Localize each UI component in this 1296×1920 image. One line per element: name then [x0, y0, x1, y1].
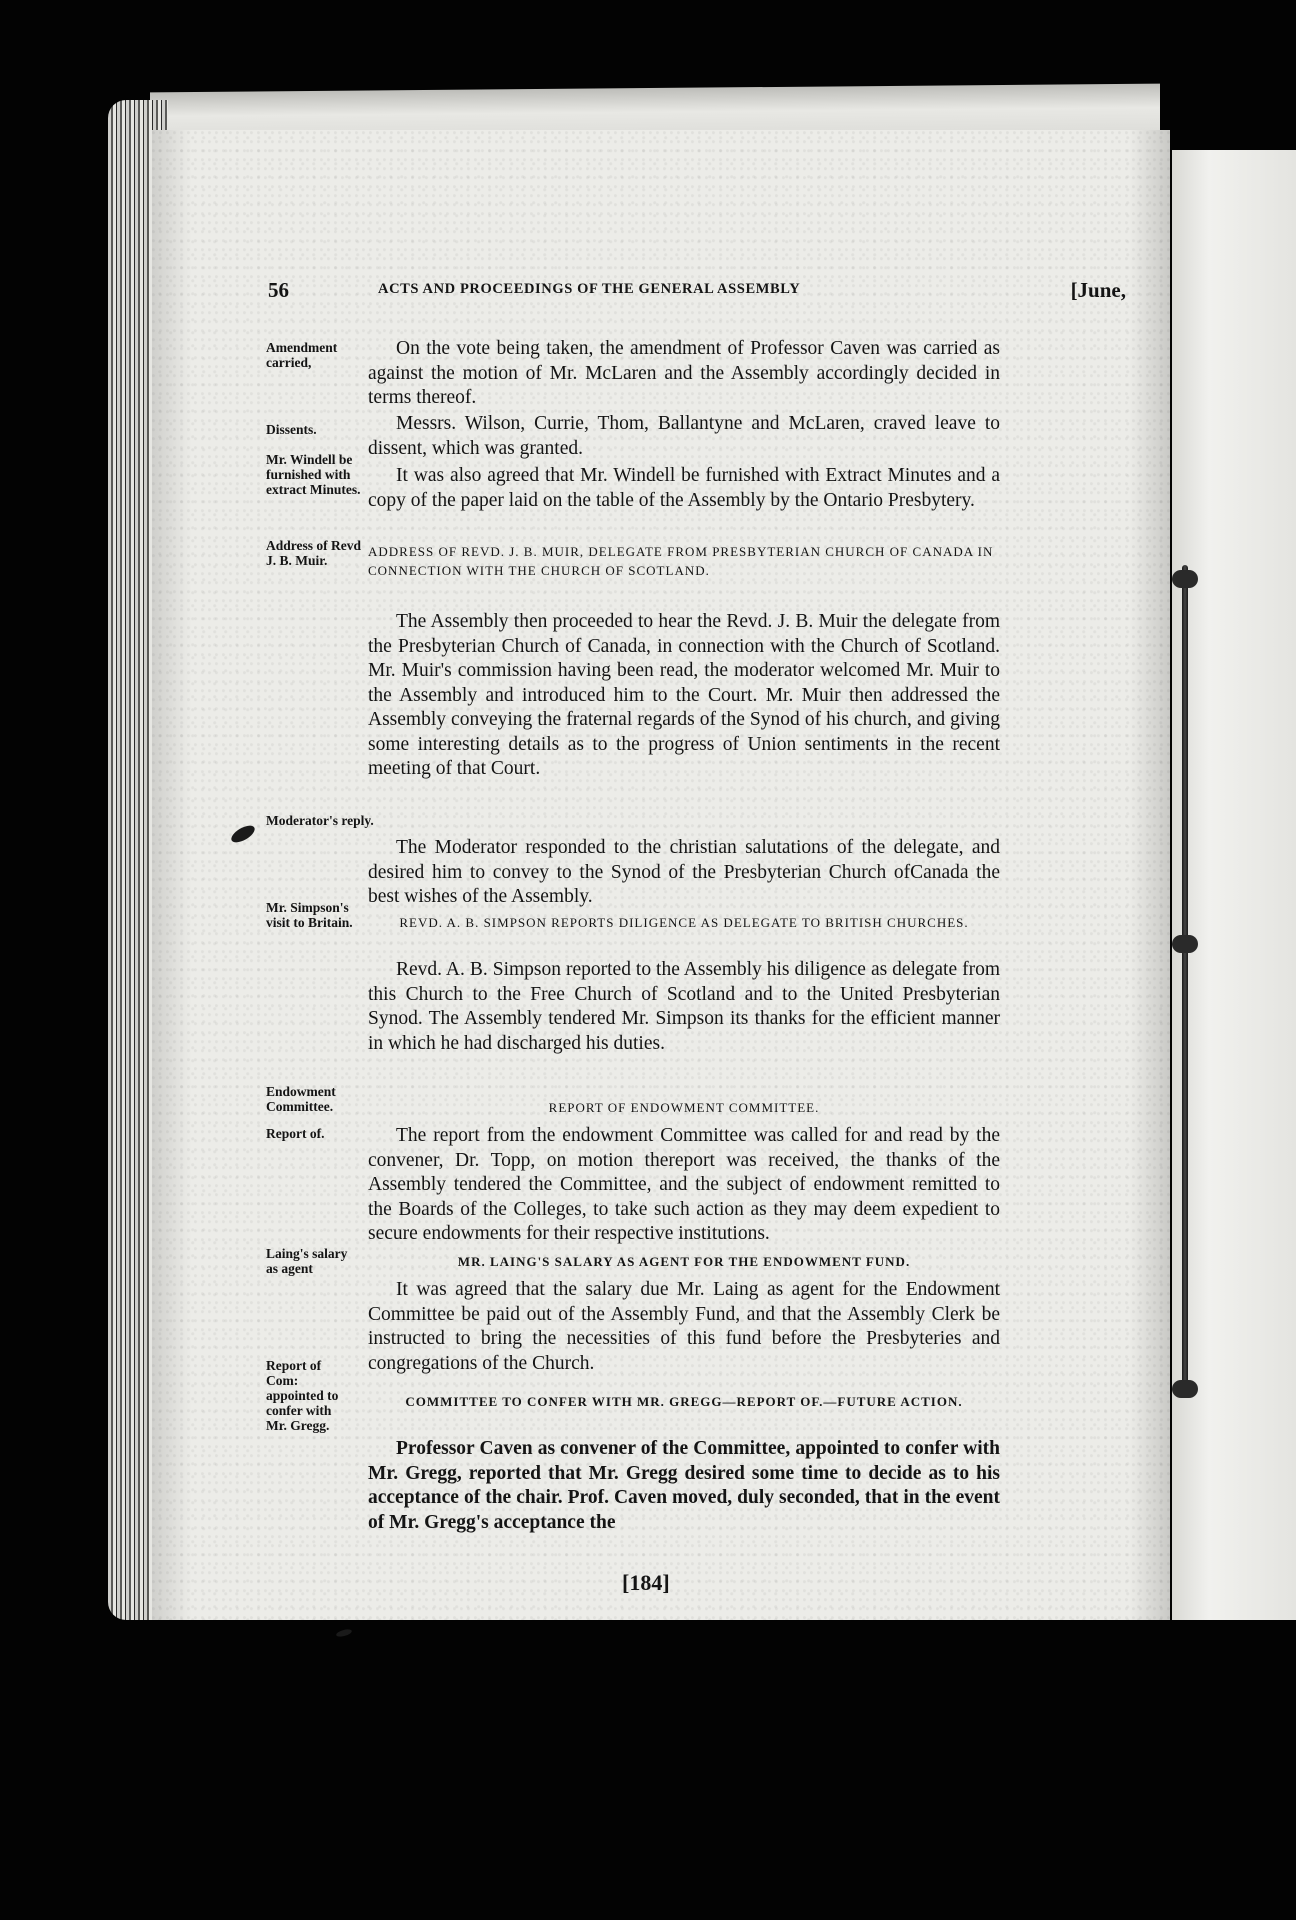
- margin-note-amendment: Amendment carried,: [266, 340, 338, 370]
- page-number: 56: [268, 278, 289, 302]
- paragraph-gregg: Professor Caven as convener of the Committee, appointed to confer with Mr. Gregg, reported that Mr. Gregg desired some time to decide as to his acceptance of the chair. Prof. Caven moved, duly seconded, that in the event of Mr. Gregg's acceptance the: [368, 1438, 1000, 1533]
- paragraph-endowment: The report from the endowment Committee was called for and read by the convener, Dr. Topp, on motion thereport was received, the thanks of the Assembly tendered the Committee, and the subject of endowment remitted to the Boards of the Colleges, to take such action as they may deem expedient to secure endowments for their respective institutions.: [368, 1125, 1000, 1244]
- paragraph-dissents: Messrs. Wilson, Currie, Thom, Ballantyne and McLaren, craved leave to dissent, which was granted.: [368, 413, 1000, 459]
- margin-note-dissents: Dissents.: [266, 422, 317, 437]
- margin-note-address: Address of Revd J. B. Muir.: [266, 538, 362, 568]
- margin-note-laing: Laing's salary as agent: [266, 1246, 348, 1276]
- binding-knot: [1172, 1380, 1198, 1398]
- margin-note-simpson: Mr. Simpson's visit to Britain.: [266, 900, 353, 930]
- heading-gregg: COMMITTEE TO CONFER WITH MR. GREGG—REPORT OF.—FUTURE ACTION.: [405, 1394, 963, 1409]
- paragraph-simpson: Revd. A. B. Simpson reported to the Assembly his diligence as delegate from this Church to the Free Church of Scotland and to the United Presbyterian Synod. The Assembly tendered Mr. Simpson its thanks for the efficient manner in which he had discharged his duties.: [368, 959, 1000, 1054]
- book-page: [152, 130, 1170, 1620]
- margin-note-report-com: Report of Com: appointed to confer with Mr. Gregg.: [266, 1358, 339, 1433]
- heading-laing: MR. LAING'S SALARY AS AGENT FOR THE ENDOWMENT FUND.: [457, 1254, 911, 1269]
- running-head: ACTS AND PROCEEDINGS OF THE GENERAL ASSEMBLY: [378, 281, 801, 297]
- ink-smudge: [229, 822, 258, 845]
- paragraph-amendment: On the vote being taken, the amendment of Professor Caven was carried as against the motion of Mr. McLaren and the Assembly accordingly decided in terms thereof.: [368, 338, 1000, 408]
- page-header: [268, 278, 1148, 308]
- paragraph-windell: It was also agreed that Mr. Windell be furnished with Extract Minutes and a copy of the paper laid on the table of the Assembly by the Ontario Presbytery.: [368, 465, 1000, 511]
- paragraph-muir: The Assembly then proceeded to hear the Revd. J. B. Muir the delegate from the Presbyterian Church of Canada, in connection with the Church of Scotland. Mr. Muir's commission having been read, the moderator welcomed Mr. Muir to the Assembly and introduced him to the Court. Mr. Muir then addressed the Assembly conveying the fraternal regards of the Synod of his church, and giving some interesting details as to the progress of Union sentiments in the recent meeting of that Court.: [368, 611, 1000, 779]
- heading-endowment: REPORT OF ENDOWMENT COMMITTEE.: [548, 1100, 820, 1115]
- heading-muir: ADDRESS OF REVD. J. B. MUIR, DELEGATE FROM PRESBYTERIAN CHURCH OF CANADA IN CONNECTION WITH THE CHURCH OF SCOTLAND.: [368, 544, 994, 578]
- page-content: [152, 130, 1170, 1620]
- margin-note-windell: Mr. Windell be furnished with extract Minutes.: [266, 452, 361, 497]
- margin-note-endowment: Endowment Committee.: [266, 1084, 336, 1114]
- header-date: [June,: [1070, 278, 1126, 302]
- binding-knot: [1172, 935, 1198, 953]
- binding-thread: [1182, 565, 1188, 1395]
- facing-page-strip: [1172, 150, 1296, 1620]
- binding-knot: [1172, 570, 1198, 588]
- heading-simpson: REVD. A. B. SIMPSON REPORTS DILIGENCE AS DELEGATE TO BRITISH CHURCHES.: [399, 915, 969, 930]
- paragraph-laing: It was agreed that the salary due Mr. Laing as agent for the Endowment Committee be paid out of the Assembly Fund, and that the Assembly Clerk be instructed to bring the necessities of this fund before the Presbyteries and congregations of the Church.: [368, 1279, 1000, 1374]
- paragraph-moderator: The Moderator responded to the christian salutations of the delegate, and desired him to convey to the Synod of the Presbyterian Church ofCanada the best wishes of the Assembly.: [368, 837, 1000, 907]
- margin-note-report-of: Report of.: [266, 1126, 325, 1141]
- margin-note-moderator: Moderator's reply.: [266, 813, 374, 828]
- folio-number: [184]: [622, 1570, 670, 1595]
